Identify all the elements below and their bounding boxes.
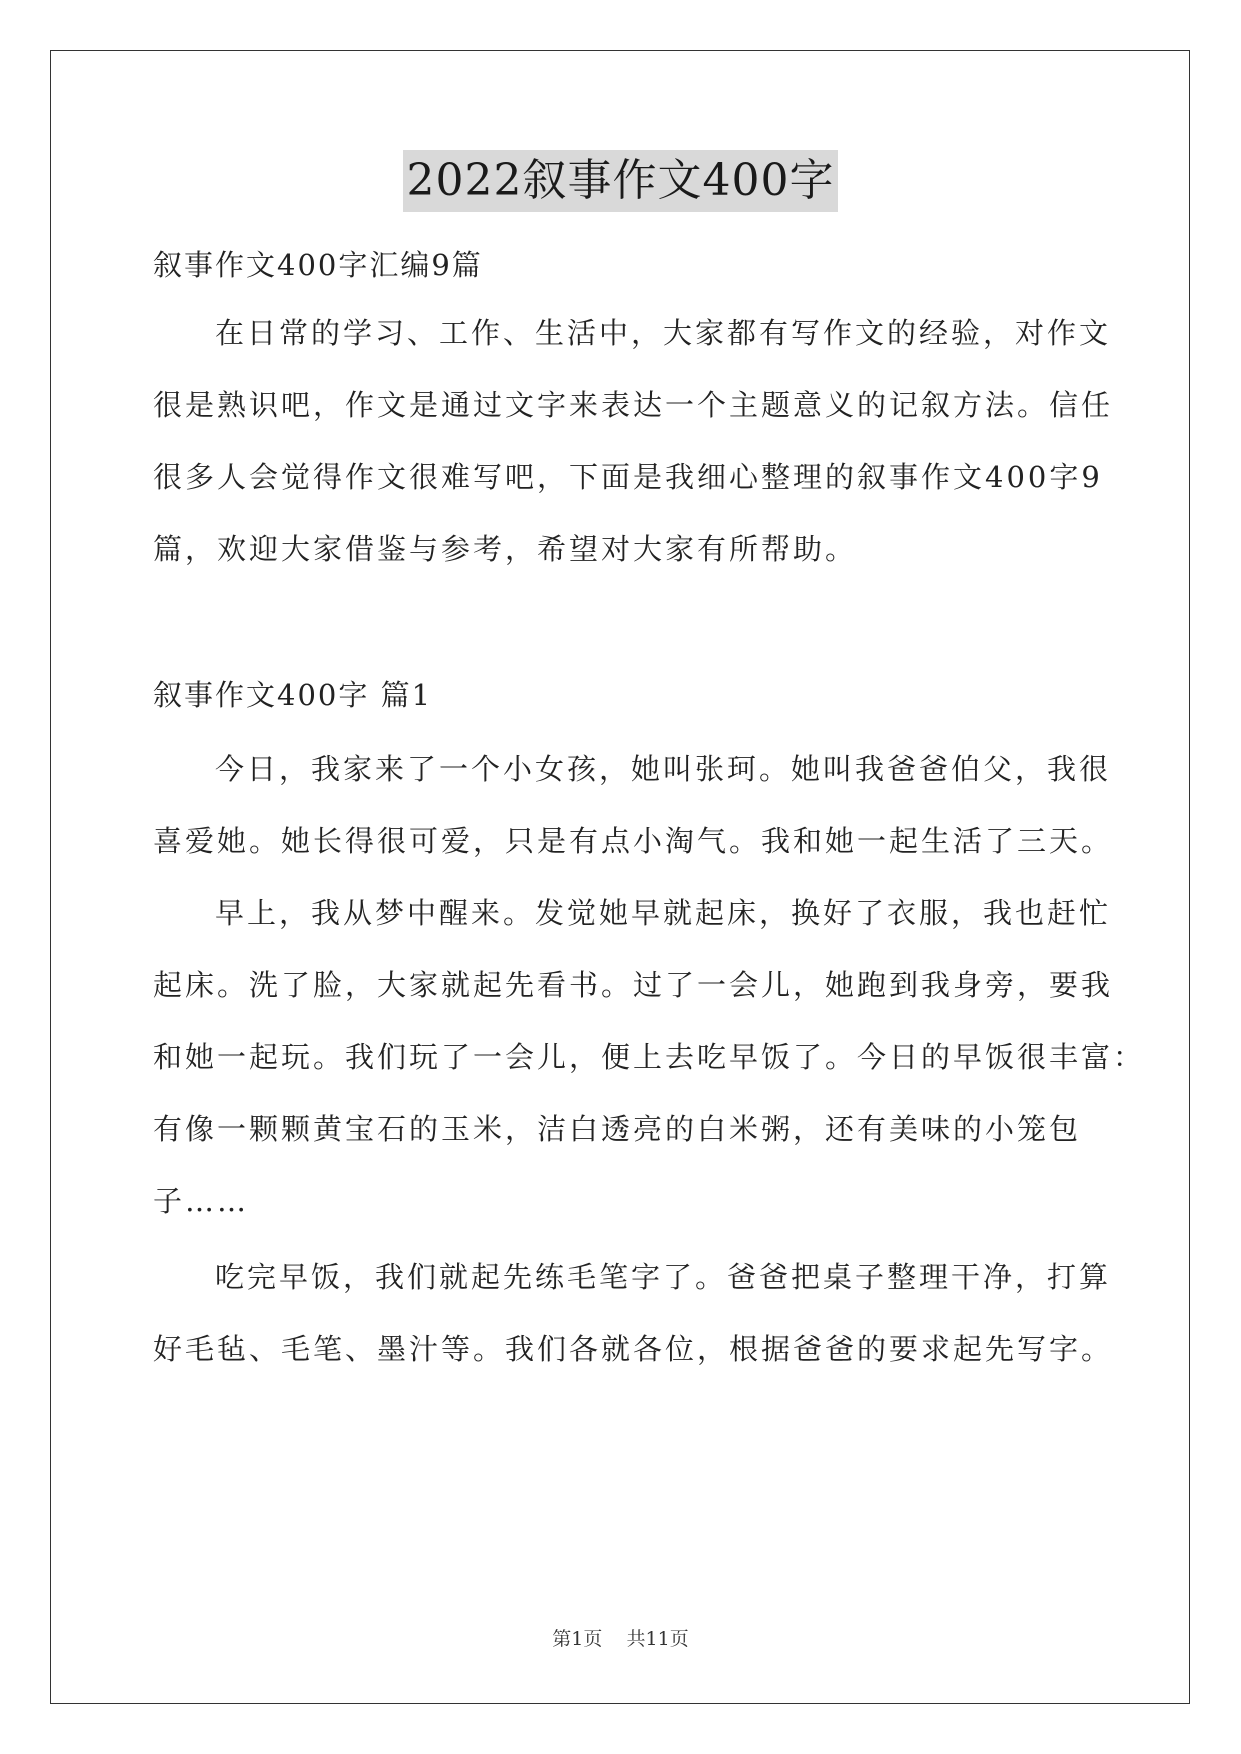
page-border — [50, 50, 1190, 1704]
body-line: 和她一起玩。我们玩了一会儿，便上去吃早饭了。今日的早饭很丰富： — [153, 1040, 1146, 1074]
intro-line: 在日常的学习、工作、生活中，大家都有写作文的经验，对作文 — [215, 316, 1112, 350]
intro-heading: 叙事作文400字汇编9篇 — [153, 248, 483, 282]
body-line: 起床。洗了脸，大家就起先看书。过了一会儿，她跑到我身旁，要我 — [153, 968, 1114, 1002]
body-line: 早上，我从梦中醒来。发觉她早就起床，换好了衣服，我也赶忙 — [215, 896, 1112, 930]
body-line: 今日，我家来了一个小女孩，她叫张珂。她叫我爸爸伯父，我很 — [215, 752, 1112, 786]
body-line: 好毛毡、毛笔、墨汁等。我们各就各位，根据爸爸的要求起先写字。 — [153, 1332, 1114, 1366]
section-heading: 叙事作文400字 篇1 — [153, 678, 433, 712]
body-line: 有像一颗颗黄宝石的玉米，洁白透亮的白米粥，还有美味的小笼包 — [153, 1112, 1082, 1146]
intro-line: 篇，欢迎大家借鉴与参考，希望对大家有所帮助。 — [153, 532, 858, 566]
body-line: 子…… — [153, 1184, 250, 1218]
intro-line: 很是熟识吧，作文是通过文字来表达一个主题意义的记叙方法。信任 — [153, 388, 1114, 422]
page-number-footer: 第1页 共11页 — [552, 1628, 689, 1650]
intro-line: 很多人会觉得作文很难写吧，下面是我细心整理的叙事作文400字9 — [153, 460, 1103, 494]
document-title: 2022叙事作文400字 — [403, 150, 839, 212]
body-line: 吃完早饭，我们就起先练毛笔字了。爸爸把桌子整理干净，打算 — [215, 1260, 1112, 1294]
title-container — [0, 150, 1241, 212]
body-line: 喜爱她。她长得很可爱，只是有点小淘气。我和她一起生活了三天。 — [153, 824, 1114, 858]
